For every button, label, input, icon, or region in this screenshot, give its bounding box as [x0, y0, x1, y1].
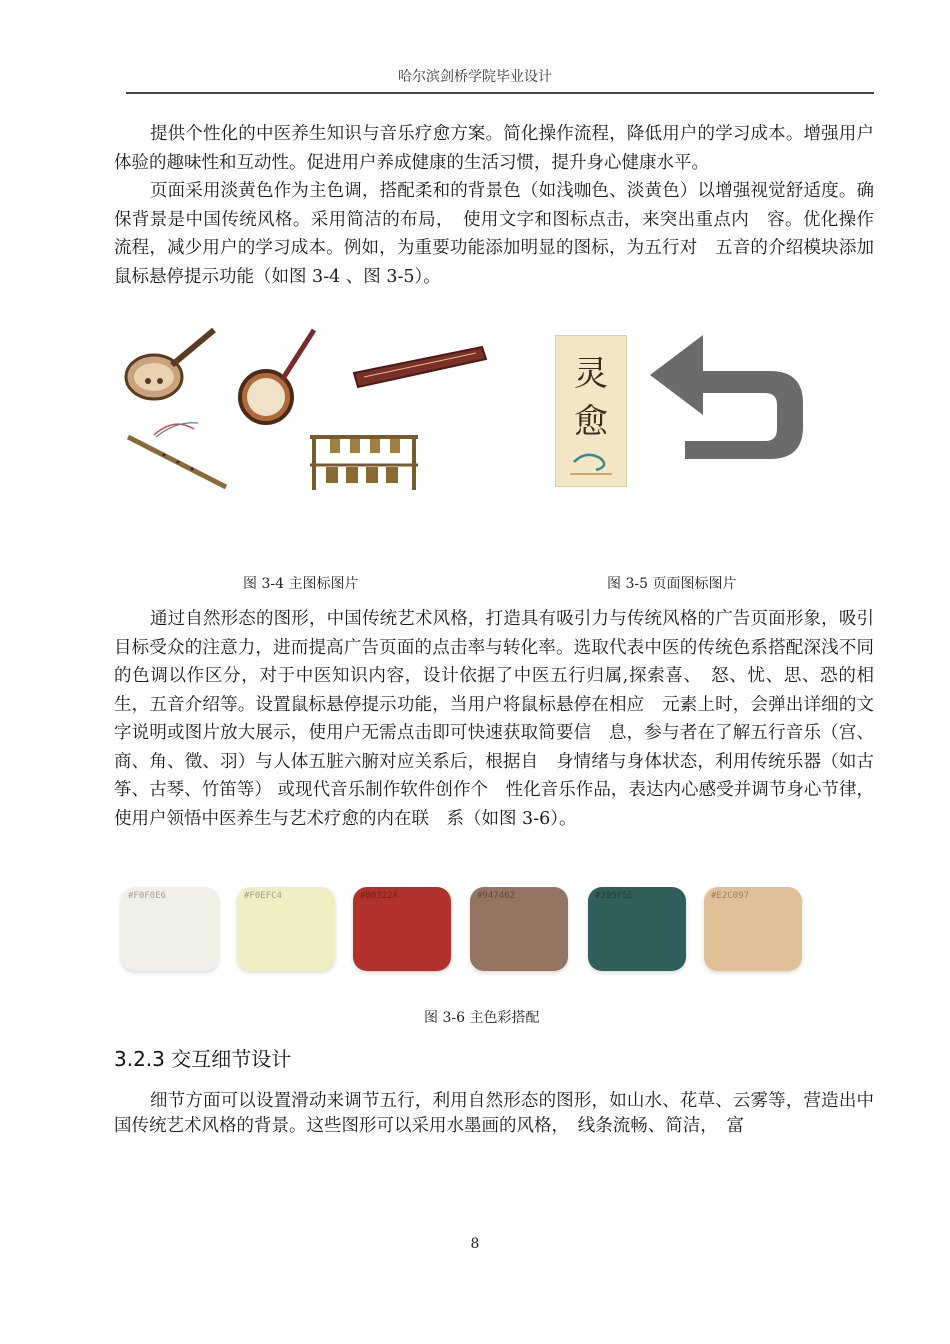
paragraph-4: 细节方面可以设置滑动来调节五行，利用自然形态的图形，如山水、花草、云雾等，营造出中国传统艺术风格的背景。这些图形可以采用水墨画的风格， 线条流畅、简洁， 富 — [114, 1091, 874, 1136]
logo-char-1: 灵 — [574, 354, 608, 394]
cloud-swirl-icon — [556, 444, 626, 484]
swatch-4 — [470, 887, 568, 971]
header-divider — [126, 92, 874, 94]
swatch-3 — [353, 887, 451, 971]
instruments-illustration — [114, 325, 514, 505]
paragraph-2: 页面采用淡黄色作为主色调，搭配柔和的背景色（如浅咖色、淡黄色）以增强视觉舒适度。确保背景是中国传统风格。采用简洁的布局， 使用文字和图标点击，来突出重点内 容。优化操作流程，减少用户的学习成本。例如，为重要功能添加明显的图标，为五行对 五音的介绍模块添加鼠标悬停提示功能（如图 3-4 、图 3-5）。 — [114, 181, 874, 287]
figure-3-6-caption: 图 3-6 主色彩搭配 — [424, 1010, 540, 1026]
figure-3-5-caption: 图 3-5 页面图标图片 — [607, 576, 737, 592]
sanxian-icon — [240, 330, 314, 423]
swatch-label: #F0F0E6 — [128, 891, 166, 901]
section-heading: 3.2.3 交互细节设计 — [114, 1047, 292, 1071]
header-title: 哈尔滨剑桥学院毕业设计 — [398, 69, 552, 85]
figure-3-4-image — [114, 325, 514, 505]
swatch-label: #E2C097 — [711, 891, 749, 901]
swatch-label: #305F5E — [595, 891, 633, 901]
back-arrow-icon — [645, 325, 825, 465]
section-body — [114, 1089, 874, 1139]
swatch-1 — [121, 887, 219, 971]
body-paragraph-block — [114, 605, 874, 833]
page-number: 8 — [470, 1236, 480, 1252]
swatch-label: #F0EFC4 — [244, 891, 282, 901]
logo-char-2: 愈 — [574, 402, 608, 442]
swatch-label: #B0322A — [360, 891, 398, 901]
pipa-icon — [126, 330, 214, 399]
swatch-2 — [237, 887, 335, 971]
app-logo — [555, 335, 627, 487]
bianzhong-bells-icon — [310, 435, 418, 490]
swatch-6 — [704, 887, 802, 971]
swatch-5 — [588, 887, 686, 971]
figure-3-5-image — [550, 325, 810, 495]
guzheng-icon — [354, 347, 486, 387]
swatch-label: #947462 — [477, 891, 515, 901]
intro-paragraphs — [114, 120, 874, 291]
paragraph-1: 提供个性化的中医养生知识与音乐疗愈方案。简化操作流程，降低用户的学习成本。增强用户体验的趣味性和互动性。促进用户养成健康的生活习惯，提升身心健康水平。 — [114, 124, 874, 173]
figure-3-4-caption: 图 3-4 主图标图片 — [243, 576, 359, 592]
dizi-flute-icon — [128, 423, 226, 487]
paragraph-3: 通过自然形态的图形，中国传统艺术风格，打造具有吸引力与传统风格的广告页面形象，吸引目标受众的注意力，进而提高广告页面的点击率与转化率。选取代表中医的传统色系搭配深浅不同的色调以作区分，对于中医知识内容，设计依据了中医五行归属,探索喜、 怒、忧、思、恐的相生，五音介绍等。设置鼠标悬停提示功能，当用户将鼠标悬停在相应 元素上时，会弹出详细的文字说明或图片放大展示，使用户无需点击即可快速获取简要信 息，参与者在了解五行音乐（宫、商、角、徵、羽）与人体五脏六腑对应关系后，根据自 身情绪与身体状态，利用传统乐器（如古筝、古琴、竹笛等） 或现代音乐制作软件创作个 性化音乐作品，表达内心感受并调节身心节律，使用户领悟中医养生与艺术疗愈的内在联 系（如图 3-6）。 — [114, 609, 874, 829]
